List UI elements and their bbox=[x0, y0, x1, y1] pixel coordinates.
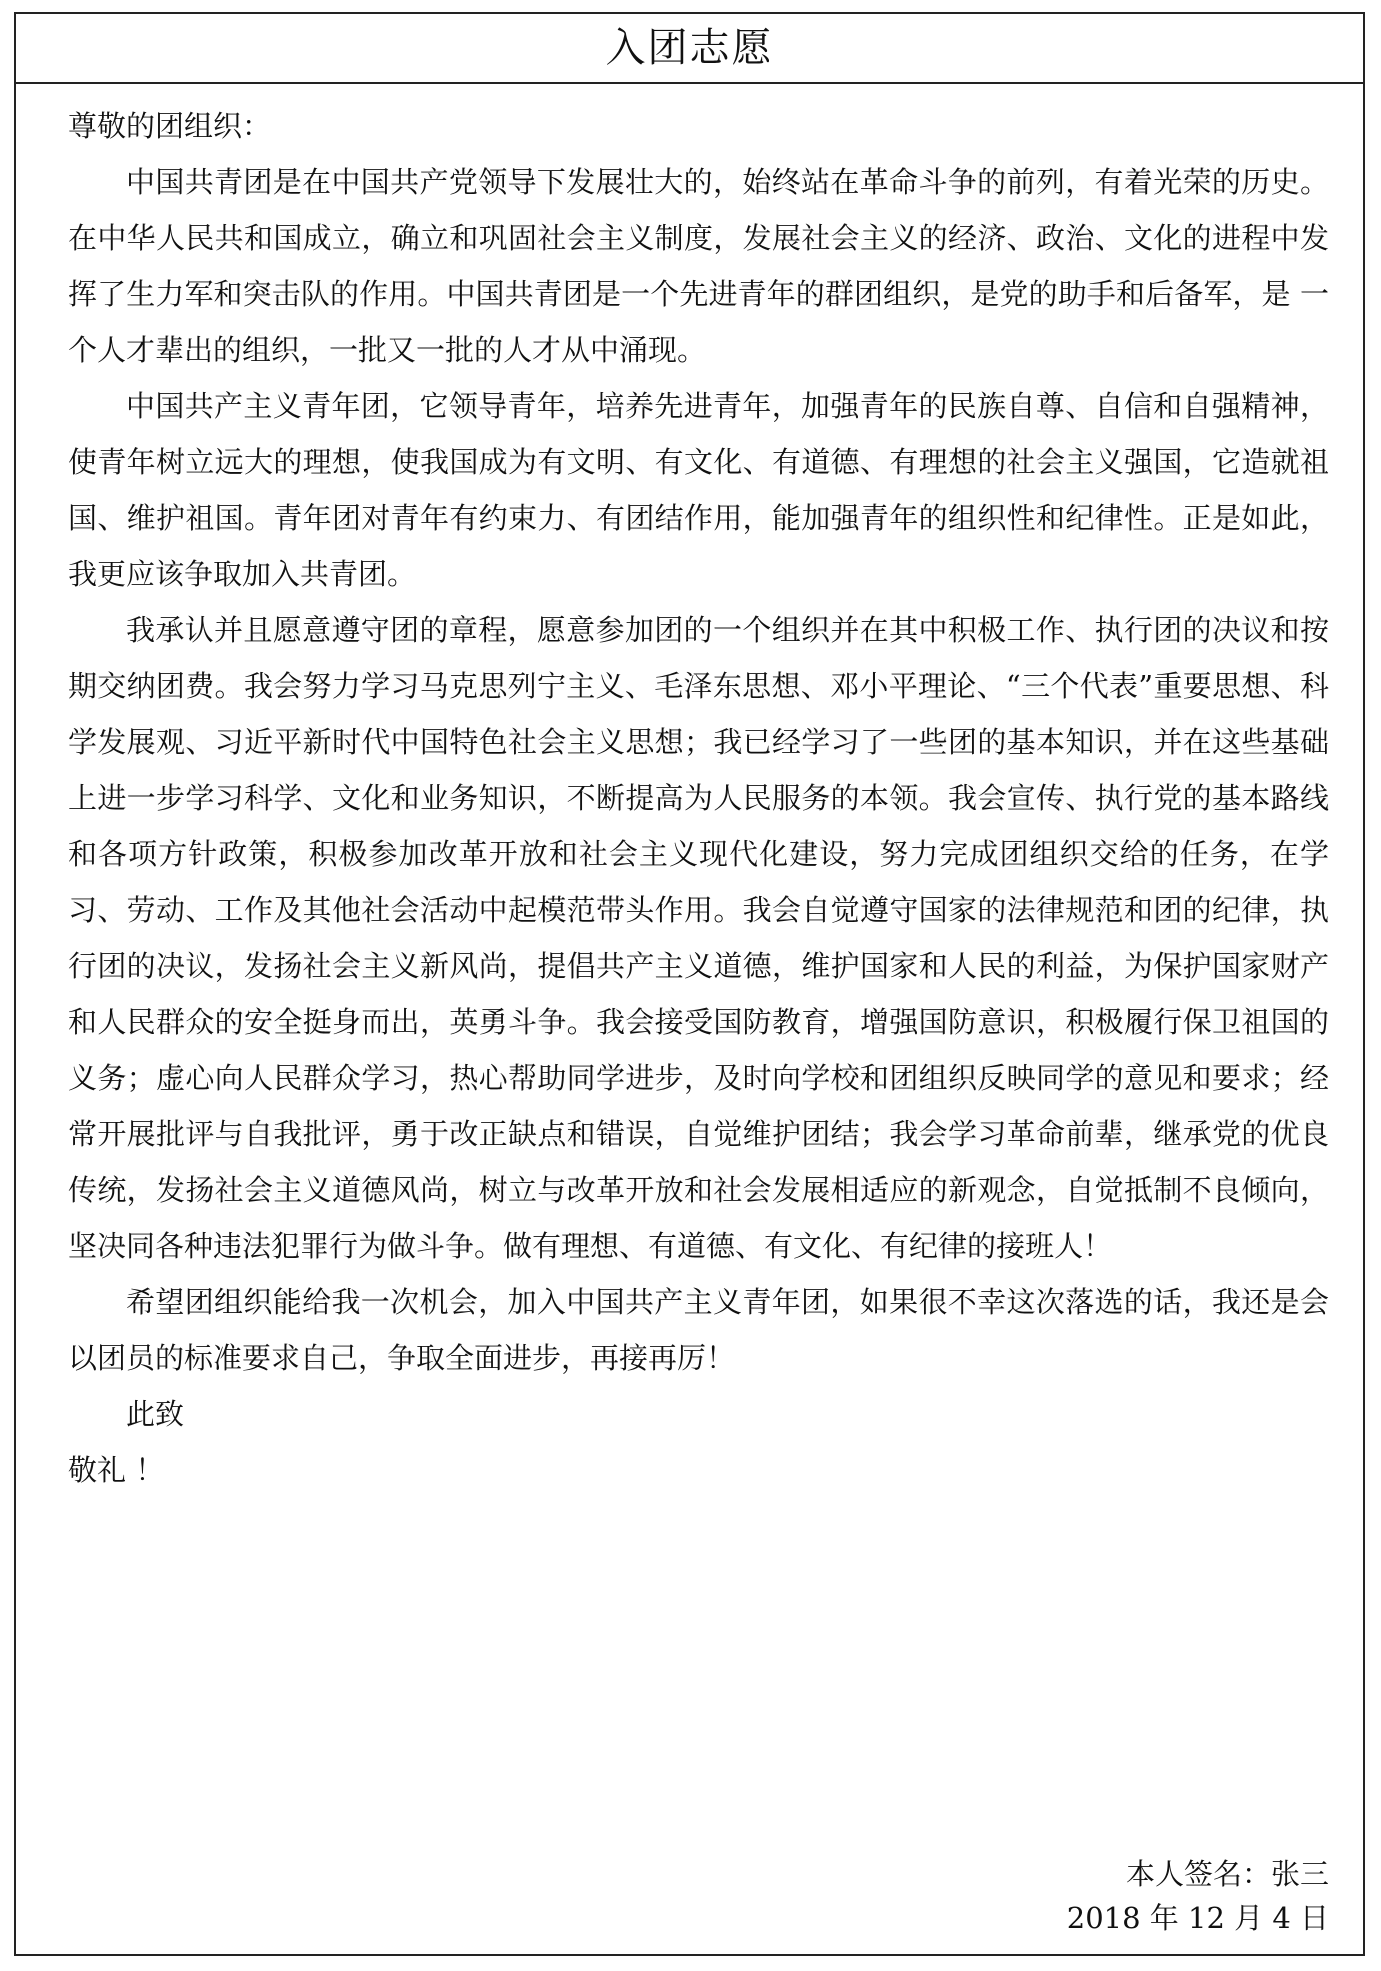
title-bar bbox=[16, 14, 1363, 84]
closing: 此致 bbox=[126, 1397, 185, 1431]
salutation: 尊敬的团组织： bbox=[68, 109, 272, 143]
paragraph-4: 希望团组织能给我一次机会，加入中国共产主义青年团，如果很不幸这次落选的话，我还是会以团员的标准要求自己，争取全面进步，再接再厉！ bbox=[68, 1285, 1329, 1375]
document-frame bbox=[14, 12, 1365, 1956]
signature-block bbox=[1067, 1852, 1329, 1940]
letter-body bbox=[68, 98, 1329, 1498]
date: 2018 年 12 月 4 日 bbox=[1066, 1901, 1329, 1935]
paragraph-2: 中国共产主义青年团，它领导青年，培养先进青年，加强青年的民族自尊、自信和自强精神，使青年树立远大的理想，使我国成为有文明、有文化、有道德、有理想的社会主义强国，它造就祖国、维护祖国。青年团对青年有约束力、有团结作用，能加强青年的组织性和纪律性。正是如此，我更应该争取加入共青团。 bbox=[68, 389, 1329, 591]
document-title: 入团志愿 bbox=[605, 25, 774, 71]
signature: 本人签名：张三 bbox=[1125, 1857, 1329, 1891]
paragraph-3: 我承认并且愿意遵守团的章程，愿意参加团的一个组织并在其中积极工作、执行团的决议和按期交纳团费。我会努力学习马克思列宁主义、毛泽东思想、邓小平理论、“三个代表”重要思想、科学发展观、习近平新时代中国特色社会主义思想；我已经学习了一些团的基本知识，并在这些基础上进一步学习科学、文化和业务知识，不断提高为人民服务的本领。我会宣传、执行党的基本路线和各项方针政策，积极参加改革开放和社会主义现代化建设，努力完成团组织交给的任务，在学习、劳动、工作及其他社会活动中起模范带头作用。我会自觉遵守国家的法律规范和团的纪律，执行团的决议，发扬社会主义新风尚，提倡共产主义道德，维护国家和人民的利益，为保护国家财产和人民群众的安全挺身而出，英勇斗争。我会接受国防教育，增强国防意识，积极履行保卫祖国的义务；虚心向人民群众学习，热心帮助同学进步，及时向学校和团组织反映同学的意见和要求；经常开展批评与自我批评，勇于改正缺点和错误，自觉维护团结；我会学习革命前辈，继承党的优良传统，发扬社会主义道德风尚，树立与改革开放和社会发展相适应的新观念，自觉抵制不良倾向，坚决同各种违法犯罪行为做斗争。做有理想、有道德、有文化、有纪律的接班人！ bbox=[68, 613, 1329, 1263]
paragraph-1: 中国共青团是在中国共产党领导下发展壮大的，始终站在革命斗争的前列，有着光荣的历史。在中华人民共和国成立，确立和巩固社会主义制度，发展社会主义的经济、政治、文化的进程中发挥了生力军和突击队的作用。中国共青团是一个先进青年的群团组织，是党的助手和后备军，是 一 个人才辈出的组织，一批又一批的人才从中涌现。 bbox=[68, 165, 1329, 367]
regards: 敬礼 ！ bbox=[68, 1453, 165, 1487]
